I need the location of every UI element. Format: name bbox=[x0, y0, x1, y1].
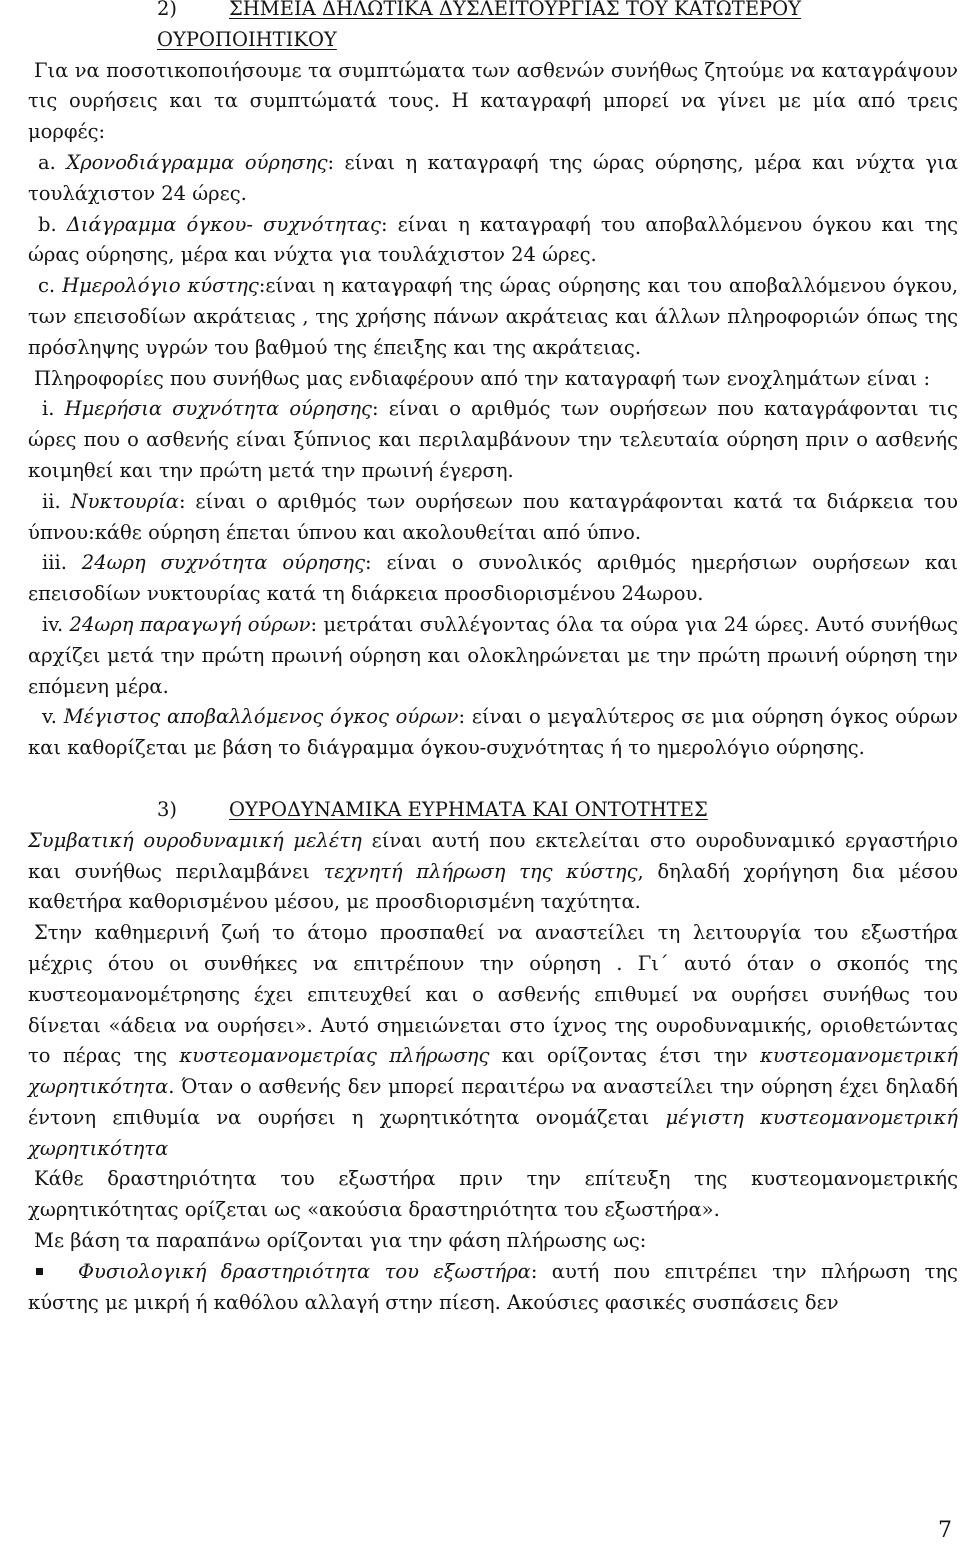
info-item-iv bbox=[28, 610, 958, 702]
form-item-a bbox=[28, 148, 958, 210]
section-2-number: 2) bbox=[157, 0, 178, 20]
info-term-iv: 24ωρη παραγωγή ούρων bbox=[69, 612, 311, 636]
info-text-v: : είναι ο μεγαλύτερος σε μια ούρηση όγκος ούρων και καθορίζεται με βάση το διάγραμμα όγκου-συχνότητας ή το ημερολόγιο ούρησης. bbox=[28, 705, 958, 760]
info-term-i: Ημερήσια συχνότητα ούρησης bbox=[64, 397, 372, 421]
form-term-b: Διάγραμμα όγκου- συχνότητας bbox=[66, 212, 381, 236]
info-text-iii: : είναι ο συνολικός αριθμός ημερήσιων ουρήσεων και επεισοδίων νυκτουρίας κατά τη διάρκεια προσδιορισμένου 24ωρου. bbox=[28, 551, 959, 606]
info-marker-ii: ii. bbox=[42, 489, 61, 513]
term-maximum-cystometric-capacity: μέγιστη κυστεομανομετρική χωρητικότητα bbox=[28, 1105, 958, 1160]
info-term-v: Μέγιστος αποβαλλόμενος όγκος ούρων bbox=[63, 705, 459, 729]
section-3-paragraph-3: Κάθε δραστηριότητα του εξωστήρα πριν την επίτευξη της κυστεομανομετρικής χωρητικότητας ορίζεται ως «ακούσια δραστηριότητα του εξωστήρα». bbox=[28, 1167, 958, 1222]
section-2-heading bbox=[28, 0, 958, 56]
form-marker-b: b. bbox=[38, 212, 57, 236]
form-term-a: Χρονοδιάγραμμα ούρησης bbox=[66, 150, 328, 174]
section-3-paragraph-2 bbox=[28, 918, 958, 1164]
form-item-b bbox=[28, 210, 958, 272]
info-item-ii bbox=[28, 487, 958, 549]
section-2-title: ΣΗΜΕΙΑ ΔΗΛΩΤΙΚΑ ΔΥΣΛΕΙΤΟΥΡΓΙΑΣ ΤΟΥ ΚΑΤΩΤΕΡΟΥ ΟΥΡΟΠΟΙΗΤΙΚΟΥ bbox=[157, 0, 802, 51]
p1-text-1: είναι αυτή που εκτελείται στο ουροδυναμικό εργαστήριο και συνήθως περιλαμβάνει bbox=[28, 828, 958, 883]
section-3-heading bbox=[28, 795, 958, 826]
info-marker-i: i. bbox=[42, 397, 55, 421]
info-marker-iii: iii. bbox=[42, 551, 67, 575]
term-conventional-urodynamics: Συμβατική ουροδυναμική μελέτη bbox=[28, 828, 362, 852]
p2-text-2: και ορίζοντας έτσι την bbox=[489, 1044, 761, 1068]
term-filling-cystometry: κυστεομανομετρίας πλήρωσης bbox=[179, 1044, 490, 1068]
section-2-intro: Για να ποσοτικοποιήσουμε τα συμπτώματα των ασθενών συνήθως ζητούμε να καταγράψουν τις ουρήσεις και τα συμπτώματά τους. Η καταγραφή μπορεί να γίνει με μία από τρεις μορφές: bbox=[28, 58, 958, 144]
form-text-c: :είναι η καταγραφή της ώρας ούρησης και του αποβαλλόμενου όγκου, των επεισοδίων ακράτειας , της χρήσης πάνων ακράτειας και άλλων πληροφοριών όπως της πρόσληψης υγρών του βαθμού της έπειξης και της ακράτειας. bbox=[28, 274, 959, 359]
section-3-paragraph-4: Με βάση τα παραπάνω ορίζονται για την φάση πλήρωσης ως: bbox=[34, 1229, 647, 1253]
info-text-ii: : είναι ο αριθμός των ουρήσεων που καταγράφονται κατά τα διάρκεια του ύπνου:κάθε ούρηση έπεται ύπνου και ακολουθείται από ύπνο. bbox=[28, 489, 959, 544]
section-3-number: 3) bbox=[157, 797, 178, 821]
section-3-title: ΟΥΡΟΔΥΝΑΜΙΚΑ ΕΥΡΗΜΑΤΑ ΚΑΙ ΟΝΤΟΤΗΤΕΣ bbox=[229, 797, 708, 821]
form-marker-c: c. bbox=[38, 274, 56, 298]
info-intro: Πληροφορίες που συνήθως μας ενδιαφέρουν από την καταγραφή των ενοχλημάτων είναι : bbox=[34, 366, 931, 390]
form-term-c: Ημερολόγιο κύστης bbox=[62, 274, 259, 298]
bullet-text: : αυτή που επιτρέπει την πλήρωση της κύστης με μικρή ή καθόλου αλλαγή στην πίεση. Ακούσιες φασικές συσπάσεις δεν bbox=[28, 1259, 958, 1314]
bullet-item bbox=[28, 1257, 958, 1319]
bullet-marker bbox=[28, 1257, 78, 1288]
form-marker-a: a. bbox=[38, 150, 56, 174]
info-item-v bbox=[28, 702, 958, 764]
term-cystometric-capacity: κυστεομανομετρική χωρητικότητα bbox=[28, 1044, 958, 1099]
bullet-term: Φυσιολογική δραστηριότητα του εξωστήρα bbox=[78, 1259, 531, 1283]
info-text-i: : είναι ο αριθμός των ουρήσεων που καταγράφονται τις ώρες που ο ασθενής είναι ξύπνιος και περιλαμβάνουν την τελευταία ούρηση πριν ο ασθενής κοιμηθεί και την πρώτη μετά την πρωινή έγερση. bbox=[28, 397, 958, 482]
info-text-iv: : μετράται συλλέγοντας όλα τα ούρα για 24 ώρες. Αυτό συνήθως αρχίζει μετά την πρώτη πρωινή ούρηση και ολοκληρώνεται με την πρώτη πρωινή ούρηση την επόμενη μέρα. bbox=[28, 612, 958, 698]
p2-text-1: Στην καθημερινή ζωή το άτομο προσπαθεί να αναστείλει τη λειτουργία του εξωστήρα μέχρις ότου οι συνθήκες να επιτρέπουν την ούρηση . Γι΄ αυτό όταν ο σκοπός της κυστεομανομέτρησης έχει επιτευχθεί και ο ασθενής επιθυμεί να ουρήσει συνήθως του δίνεται «άδεια να ουρήσει». Αυτό σημειώνεται στο ίχνος της ουροδυναμικής, οριοθετώντας το πέρας της bbox=[28, 921, 958, 1068]
p2-text-3: . Όταν ο ασθενής δεν μπορεί περαιτέρω να αναστείλει την ούρηση έχει δηλαδή έντονη επιθυμία να ουρήσει η χωρητικότητα ονομάζεται bbox=[28, 1075, 958, 1129]
info-item-i bbox=[28, 394, 958, 486]
page-content bbox=[28, 0, 958, 1318]
info-marker-iv: iv. bbox=[42, 612, 64, 636]
term-artificial-filling: τεχνητή πλήρωση της κύστης bbox=[323, 859, 638, 883]
form-text-a: : είναι η καταγραφή της ώρας ούρησης, μέρα και νύχτα για τουλάχιστον 24 ώρες. bbox=[28, 150, 958, 205]
info-term-iii: 24ωρη συχνότητα ούρησης bbox=[81, 551, 366, 575]
info-term-ii: Νυκτουρία bbox=[70, 489, 179, 513]
info-item-iii bbox=[28, 548, 958, 610]
section-spacer bbox=[28, 764, 958, 795]
page-number: 7 bbox=[938, 1518, 952, 1543]
form-text-b: : είναι η καταγραφή του αποβαλλόμενου όγκου και της ώρας ούρησης, μέρα και νύχτα για τουλάχιστον 24 ώρες. bbox=[28, 212, 958, 267]
p1-text-2: , δηλαδή χορήγηση δια μέσου καθετήρα καθορισμένου μέσου, με προσδιορισμένη ταχύτητα. bbox=[28, 859, 959, 914]
info-marker-v: v. bbox=[42, 705, 57, 729]
form-item-c bbox=[28, 271, 958, 363]
section-3-paragraph-1 bbox=[28, 826, 958, 918]
